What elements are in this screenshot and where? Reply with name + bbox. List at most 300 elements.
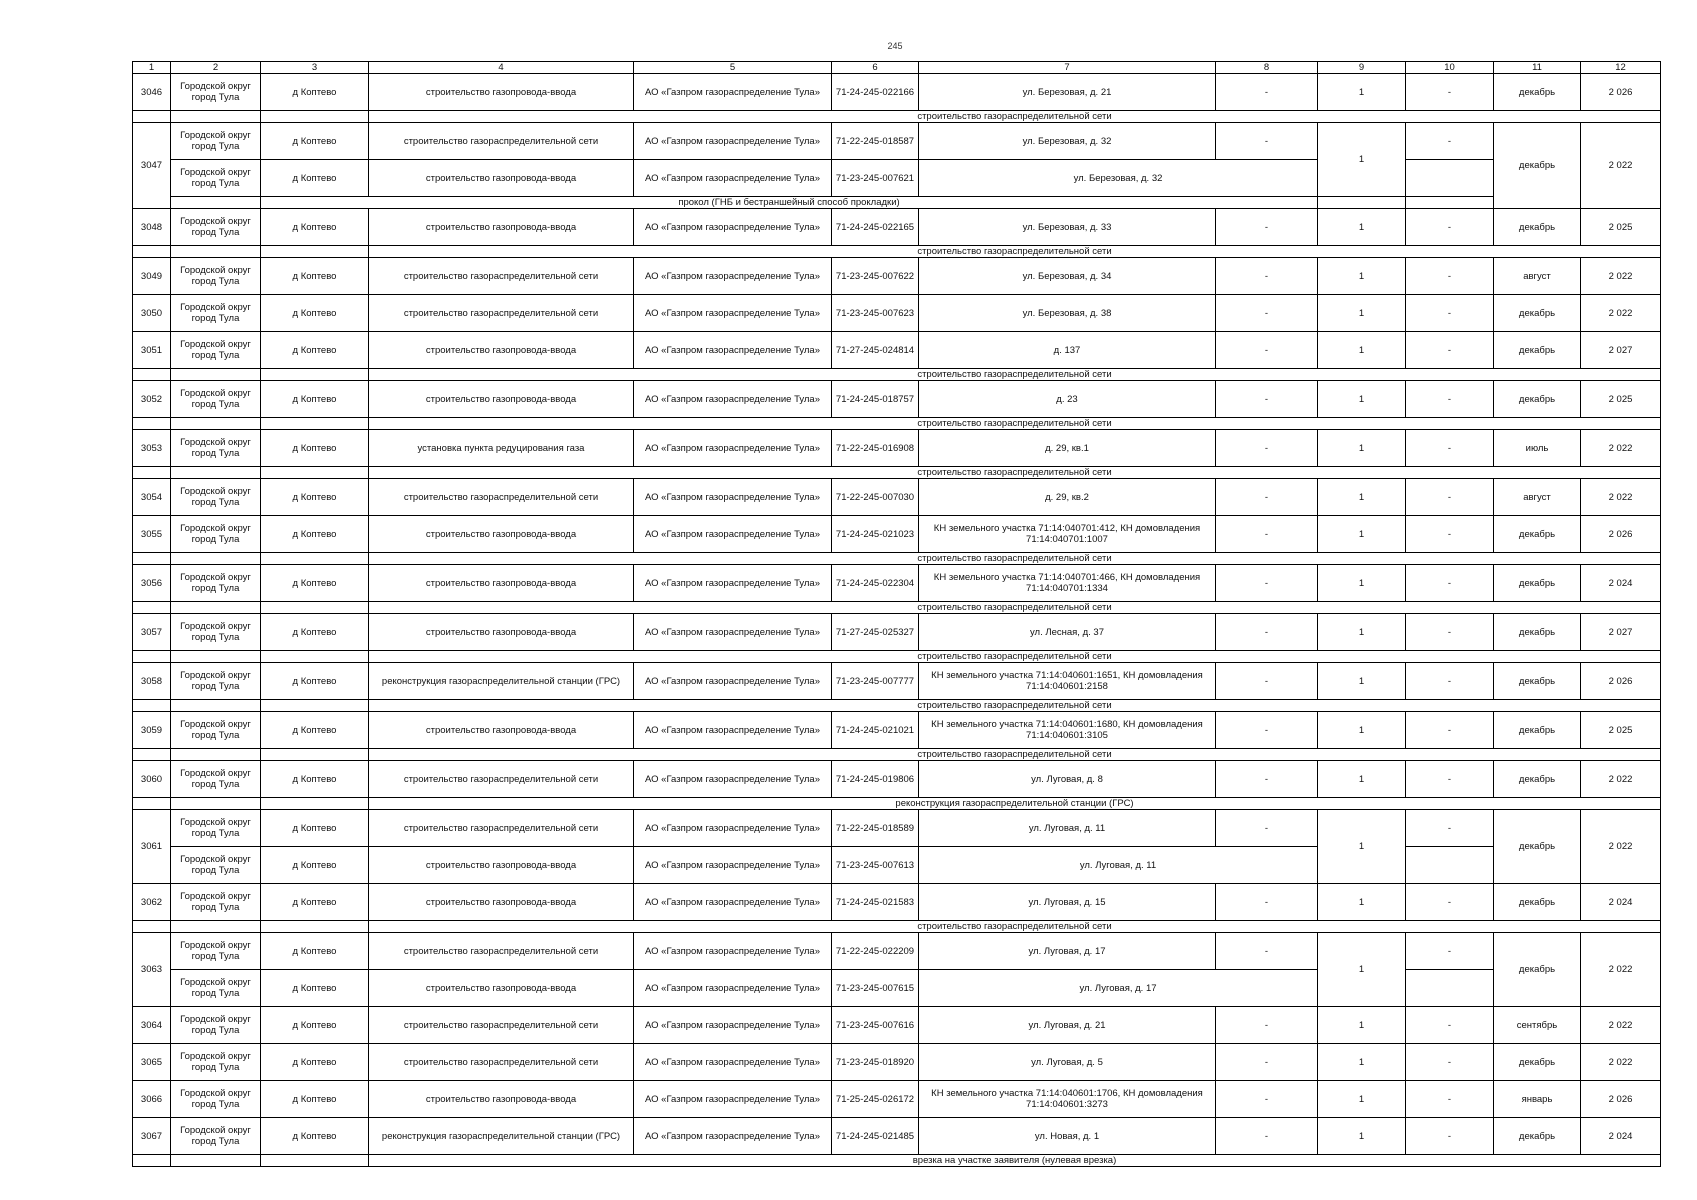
col8-cell: - bbox=[1216, 516, 1318, 553]
table-row bbox=[133, 1007, 1661, 1044]
year-cell: 2 026 bbox=[1581, 516, 1661, 553]
empty-cell bbox=[171, 111, 261, 123]
note-row bbox=[133, 197, 1661, 209]
municipality-cell: Городской округ город Тула bbox=[171, 663, 261, 700]
col9-cell: 1 bbox=[1318, 430, 1406, 467]
settlement-cell: д Коптево bbox=[261, 1118, 369, 1155]
col10-cell: - bbox=[1406, 295, 1494, 332]
table-row bbox=[133, 381, 1661, 418]
col-header: 2 bbox=[171, 62, 261, 74]
col10-cell: - bbox=[1406, 516, 1494, 553]
month-cell: декабрь bbox=[1494, 209, 1581, 246]
empty-cell bbox=[1318, 197, 1406, 209]
organization-cell: АО «Газпром газораспределение Тула» bbox=[634, 209, 832, 246]
settlement-cell: д Коптево bbox=[261, 1081, 369, 1118]
organization-cell: АО «Газпром газораспределение Тула» bbox=[634, 970, 832, 1007]
note-cell: строительство газораспределительной сети bbox=[369, 111, 1661, 123]
work-type-cell: строительство газопровода-ввода bbox=[369, 74, 634, 111]
year-cell: 2 026 bbox=[1581, 663, 1661, 700]
settlement-cell: д Коптево bbox=[261, 1044, 369, 1081]
application-code-cell: 71-23-245-007613 bbox=[832, 847, 919, 884]
month-cell: декабрь bbox=[1494, 884, 1581, 921]
col-header: 3 bbox=[261, 62, 369, 74]
table-row bbox=[133, 663, 1661, 700]
col8-cell: - bbox=[1216, 209, 1318, 246]
col8-cell: - bbox=[1216, 884, 1318, 921]
note-row bbox=[133, 418, 1661, 430]
col10-cell: - bbox=[1406, 1081, 1494, 1118]
empty-cell bbox=[171, 651, 261, 663]
empty-cell bbox=[171, 700, 261, 712]
organization-cell: АО «Газпром газораспределение Тула» bbox=[634, 479, 832, 516]
municipality-cell: Городской округ город Тула bbox=[171, 160, 261, 197]
empty-cell bbox=[133, 602, 171, 614]
year-cell: 2 022 bbox=[1581, 810, 1661, 884]
year-cell: 2 027 bbox=[1581, 614, 1661, 651]
settlement-cell: д Коптево bbox=[261, 479, 369, 516]
work-type-cell: строительство газопровода-ввода bbox=[369, 614, 634, 651]
address-cell: КН земельного участка 71:14:040701:412, КН домовладения 71:14:040701:1007 bbox=[919, 516, 1216, 553]
col9-cell: 1 bbox=[1318, 933, 1406, 1007]
settlement-cell: д Коптево bbox=[261, 884, 369, 921]
work-type-cell: строительство газораспределительной сети bbox=[369, 479, 634, 516]
municipality-cell: Городской округ город Тула bbox=[171, 74, 261, 111]
row-number: 3056 bbox=[133, 565, 171, 602]
settlement-cell: д Коптево bbox=[261, 332, 369, 369]
note-row bbox=[133, 651, 1661, 663]
municipality-cell: Городской округ город Тула bbox=[171, 810, 261, 847]
application-code-cell: 71-22-245-016908 bbox=[832, 430, 919, 467]
col8-cell: - bbox=[1216, 761, 1318, 798]
col10-cell: - bbox=[1406, 209, 1494, 246]
note-cell: врезка на участке заявителя (нулевая врезка) bbox=[369, 1155, 1661, 1167]
empty-cell bbox=[1406, 160, 1494, 197]
empty-cell bbox=[133, 111, 171, 123]
work-type-cell: строительство газораспределительной сети bbox=[369, 761, 634, 798]
table-row bbox=[133, 160, 1661, 197]
year-cell: 2 024 bbox=[1581, 565, 1661, 602]
month-cell: декабрь bbox=[1494, 516, 1581, 553]
col9-cell: 1 bbox=[1318, 712, 1406, 749]
address-cell: ул. Луговая, д. 21 bbox=[919, 1007, 1216, 1044]
settlement-cell: д Коптево bbox=[261, 810, 369, 847]
application-code-cell: 71-24-245-022165 bbox=[832, 209, 919, 246]
work-type-cell: строительство газопровода-ввода bbox=[369, 332, 634, 369]
col8-cell: - bbox=[1216, 381, 1318, 418]
col10-cell: - bbox=[1406, 479, 1494, 516]
address-cell: д. 23 bbox=[919, 381, 1216, 418]
application-code-cell: 71-23-245-018920 bbox=[832, 1044, 919, 1081]
col9-cell: 1 bbox=[1318, 1081, 1406, 1118]
col-header: 11 bbox=[1494, 62, 1581, 74]
col9-cell: 1 bbox=[1318, 663, 1406, 700]
table-row bbox=[133, 970, 1661, 1007]
municipality-cell: Городской округ город Тула bbox=[171, 847, 261, 884]
col-header: 7 bbox=[919, 62, 1216, 74]
organization-cell: АО «Газпром газораспределение Тула» bbox=[634, 761, 832, 798]
application-code-cell: 71-24-245-021485 bbox=[832, 1118, 919, 1155]
row-number: 3049 bbox=[133, 258, 171, 295]
empty-cell bbox=[261, 651, 369, 663]
organization-cell: АО «Газпром газораспределение Тула» bbox=[634, 516, 832, 553]
application-code-cell: 71-23-245-007615 bbox=[832, 970, 919, 1007]
empty-cell bbox=[261, 246, 369, 258]
col8-cell: - bbox=[1216, 712, 1318, 749]
application-code-cell: 71-24-245-021023 bbox=[832, 516, 919, 553]
municipality-cell: Городской округ город Тула bbox=[171, 1007, 261, 1044]
col8-cell: - bbox=[1216, 565, 1318, 602]
work-type-cell: строительство газораспределительной сети bbox=[369, 1007, 634, 1044]
empty-cell bbox=[171, 369, 261, 381]
row-number: 3047 bbox=[133, 123, 171, 209]
note-row bbox=[133, 700, 1661, 712]
empty-cell bbox=[261, 921, 369, 933]
work-type-cell: строительство газопровода-ввода bbox=[369, 516, 634, 553]
col9-cell: 1 bbox=[1318, 565, 1406, 602]
month-cell: декабрь bbox=[1494, 712, 1581, 749]
settlement-cell: д Коптево bbox=[261, 761, 369, 798]
work-type-cell: строительство газораспределительной сети bbox=[369, 295, 634, 332]
address-cell: д. 29, кв.1 bbox=[919, 430, 1216, 467]
empty-cell bbox=[133, 749, 171, 761]
col-header: 4 bbox=[369, 62, 634, 74]
organization-cell: АО «Газпром газораспределение Тула» bbox=[634, 884, 832, 921]
empty-cell bbox=[261, 467, 369, 479]
year-cell: 2 022 bbox=[1581, 1007, 1661, 1044]
col9-cell: 1 bbox=[1318, 1007, 1406, 1044]
col10-cell: - bbox=[1406, 933, 1494, 970]
application-code-cell: 71-22-245-018589 bbox=[832, 810, 919, 847]
municipality-cell: Городской округ город Тула bbox=[171, 381, 261, 418]
work-type-cell: строительство газопровода-ввода bbox=[369, 209, 634, 246]
municipality-cell: Городской округ город Тула bbox=[171, 1044, 261, 1081]
note-row bbox=[133, 246, 1661, 258]
row-number: 3051 bbox=[133, 332, 171, 369]
address-cell: д. 137 bbox=[919, 332, 1216, 369]
empty-cell bbox=[171, 921, 261, 933]
organization-cell: АО «Газпром газораспределение Тула» bbox=[634, 933, 832, 970]
application-code-cell: 71-24-245-022304 bbox=[832, 565, 919, 602]
empty-cell bbox=[133, 553, 171, 565]
organization-cell: АО «Газпром газораспределение Тула» bbox=[634, 74, 832, 111]
page-number: 245 bbox=[887, 41, 903, 51]
settlement-cell: д Коптево bbox=[261, 933, 369, 970]
year-cell: 2 022 bbox=[1581, 295, 1661, 332]
settlement-cell: д Коптево bbox=[261, 430, 369, 467]
col-header: 5 bbox=[634, 62, 832, 74]
row-number: 3061 bbox=[133, 810, 171, 884]
empty-cell bbox=[261, 749, 369, 761]
row-number: 3050 bbox=[133, 295, 171, 332]
settlement-cell: д Коптево bbox=[261, 663, 369, 700]
address-cell: ул. Березовая, д. 34 bbox=[919, 258, 1216, 295]
organization-cell: АО «Газпром газораспределение Тула» bbox=[634, 1081, 832, 1118]
col8-cell: - bbox=[1216, 1118, 1318, 1155]
col10-cell: - bbox=[1406, 810, 1494, 847]
settlement-cell: д Коптево bbox=[261, 209, 369, 246]
col9-cell: 1 bbox=[1318, 884, 1406, 921]
table-row bbox=[133, 479, 1661, 516]
address-cell: ул. Луговая, д. 11 bbox=[919, 810, 1216, 847]
address-cell: КН земельного участка 71:14:040601:1651, КН домовладения 71:14:040601:2158 bbox=[919, 663, 1216, 700]
col-header: 8 bbox=[1216, 62, 1318, 74]
work-type-cell: реконструкция газораспределительной станции (ГРС) bbox=[369, 1118, 634, 1155]
work-type-cell: реконструкция газораспределительной станции (ГРС) bbox=[369, 663, 634, 700]
col-header: 10 bbox=[1406, 62, 1494, 74]
municipality-cell: Городской округ город Тула bbox=[171, 884, 261, 921]
year-cell: 2 024 bbox=[1581, 1118, 1661, 1155]
table-row bbox=[133, 761, 1661, 798]
organization-cell: АО «Газпром газораспределение Тула» bbox=[634, 1007, 832, 1044]
col8-cell: - bbox=[1216, 479, 1318, 516]
note-row bbox=[133, 749, 1661, 761]
organization-cell: АО «Газпром газораспределение Тула» bbox=[634, 258, 832, 295]
row-number: 3066 bbox=[133, 1081, 171, 1118]
work-type-cell: строительство газопровода-ввода bbox=[369, 970, 634, 1007]
table-row bbox=[133, 74, 1661, 111]
organization-cell: АО «Газпром газораспределение Тула» bbox=[634, 565, 832, 602]
application-code-cell: 71-27-245-024814 bbox=[832, 332, 919, 369]
col8-cell: - bbox=[1216, 74, 1318, 111]
empty-cell bbox=[171, 467, 261, 479]
organization-cell: АО «Газпром газораспределение Тула» bbox=[634, 332, 832, 369]
month-cell: январь bbox=[1494, 1081, 1581, 1118]
address-cell: д. 29, кв.2 bbox=[919, 479, 1216, 516]
col8-cell: - bbox=[1216, 123, 1318, 160]
col9-cell: 1 bbox=[1318, 761, 1406, 798]
table-row bbox=[133, 209, 1661, 246]
empty-cell bbox=[261, 1155, 369, 1167]
organization-cell: АО «Газпром газораспределение Тула» bbox=[634, 712, 832, 749]
year-cell: 2 022 bbox=[1581, 933, 1661, 1007]
month-cell: август bbox=[1494, 479, 1581, 516]
table-row bbox=[133, 1118, 1661, 1155]
month-cell: декабрь bbox=[1494, 933, 1581, 1007]
organization-cell: АО «Газпром газораспределение Тула» bbox=[634, 1118, 832, 1155]
table-row bbox=[133, 430, 1661, 467]
application-code-cell: 71-23-245-007777 bbox=[832, 663, 919, 700]
note-cell: строительство газораспределительной сети bbox=[369, 602, 1661, 614]
month-cell: декабрь bbox=[1494, 663, 1581, 700]
work-type-cell: строительство газопровода-ввода bbox=[369, 712, 634, 749]
application-code-cell: 71-23-245-007623 bbox=[832, 295, 919, 332]
month-cell: август bbox=[1494, 258, 1581, 295]
settlement-cell: д Коптево bbox=[261, 565, 369, 602]
month-cell: декабрь bbox=[1494, 1044, 1581, 1081]
application-code-cell: 71-24-245-021021 bbox=[832, 712, 919, 749]
work-type-cell: строительство газораспределительной сети bbox=[369, 810, 634, 847]
empty-cell bbox=[133, 467, 171, 479]
col10-cell: - bbox=[1406, 565, 1494, 602]
municipality-cell: Городской округ город Тула bbox=[171, 516, 261, 553]
col9-cell: 1 bbox=[1318, 123, 1406, 197]
col8-cell: - bbox=[1216, 1007, 1318, 1044]
work-type-cell: строительство газораспределительной сети bbox=[369, 1044, 634, 1081]
year-cell: 2 025 bbox=[1581, 381, 1661, 418]
note-row bbox=[133, 798, 1661, 810]
empty-cell bbox=[171, 602, 261, 614]
col9-cell: 1 bbox=[1318, 516, 1406, 553]
col9-cell: 1 bbox=[1318, 614, 1406, 651]
address-cell: ул. Новая, д. 1 bbox=[919, 1118, 1216, 1155]
note-cell: строительство газораспределительной сети bbox=[369, 467, 1661, 479]
col8-cell: - bbox=[1216, 614, 1318, 651]
empty-cell bbox=[171, 749, 261, 761]
table-row bbox=[133, 933, 1661, 970]
application-code-cell: 71-24-245-022166 bbox=[832, 74, 919, 111]
note-row bbox=[133, 369, 1661, 381]
col8-cell: - bbox=[1216, 430, 1318, 467]
address-cell: ул. Березовая, д. 32 bbox=[919, 160, 1318, 197]
col10-cell: - bbox=[1406, 74, 1494, 111]
year-cell: 2 025 bbox=[1581, 209, 1661, 246]
municipality-cell: Городской округ город Тула bbox=[171, 295, 261, 332]
month-cell: декабрь bbox=[1494, 381, 1581, 418]
col9-cell: 1 bbox=[1318, 332, 1406, 369]
municipality-cell: Городской округ город Тула bbox=[171, 970, 261, 1007]
empty-cell bbox=[1406, 970, 1494, 1007]
work-type-cell: строительство газопровода-ввода bbox=[369, 847, 634, 884]
col9-cell: 1 bbox=[1318, 258, 1406, 295]
col8-cell: - bbox=[1216, 663, 1318, 700]
table-row bbox=[133, 565, 1661, 602]
note-row bbox=[133, 1155, 1661, 1167]
note-cell: строительство газораспределительной сети bbox=[369, 749, 1661, 761]
table-row bbox=[133, 712, 1661, 749]
empty-cell bbox=[261, 798, 369, 810]
col8-cell: - bbox=[1216, 332, 1318, 369]
year-cell: 2 022 bbox=[1581, 1044, 1661, 1081]
application-code-cell: 71-23-245-007621 bbox=[832, 160, 919, 197]
month-cell: декабрь bbox=[1494, 1118, 1581, 1155]
address-cell: ул. Луговая, д. 17 bbox=[919, 970, 1318, 1007]
table-row bbox=[133, 1044, 1661, 1081]
col8-cell: - bbox=[1216, 258, 1318, 295]
col10-cell: - bbox=[1406, 663, 1494, 700]
organization-cell: АО «Газпром газораспределение Тула» bbox=[634, 430, 832, 467]
table-row bbox=[133, 614, 1661, 651]
month-cell: декабрь bbox=[1494, 614, 1581, 651]
month-cell: декабрь bbox=[1494, 810, 1581, 884]
empty-cell bbox=[261, 700, 369, 712]
registry-table bbox=[132, 61, 1661, 1167]
empty-cell bbox=[261, 418, 369, 430]
application-code-cell: 71-22-245-018587 bbox=[832, 123, 919, 160]
row-number: 3067 bbox=[133, 1118, 171, 1155]
year-cell: 2 024 bbox=[1581, 884, 1661, 921]
empty-cell bbox=[133, 246, 171, 258]
month-cell: декабрь bbox=[1494, 123, 1581, 209]
empty-cell bbox=[171, 798, 261, 810]
year-cell: 2 022 bbox=[1581, 123, 1661, 209]
year-cell: 2 027 bbox=[1581, 332, 1661, 369]
col10-cell: - bbox=[1406, 712, 1494, 749]
note-cell: строительство газораспределительной сети bbox=[369, 553, 1661, 565]
row-number: 3064 bbox=[133, 1007, 171, 1044]
col9-cell: 1 bbox=[1318, 295, 1406, 332]
settlement-cell: д Коптево bbox=[261, 712, 369, 749]
address-cell: КН земельного участка 71:14:040701:466, КН домовладения 71:14:040701:1334 bbox=[919, 565, 1216, 602]
month-cell: декабрь bbox=[1494, 565, 1581, 602]
address-cell: ул. Березовая, д. 21 bbox=[919, 74, 1216, 111]
year-cell: 2 026 bbox=[1581, 74, 1661, 111]
empty-cell bbox=[133, 700, 171, 712]
col10-cell: - bbox=[1406, 381, 1494, 418]
application-code-cell: 71-23-245-007616 bbox=[832, 1007, 919, 1044]
settlement-cell: д Коптево bbox=[261, 123, 369, 160]
work-type-cell: строительство газопровода-ввода bbox=[369, 565, 634, 602]
municipality-cell: Городской округ город Тула bbox=[171, 209, 261, 246]
col10-cell: - bbox=[1406, 123, 1494, 160]
address-cell: ул. Луговая, д. 17 bbox=[919, 933, 1216, 970]
application-code-cell: 71-24-245-021583 bbox=[832, 884, 919, 921]
application-code-cell: 71-24-245-019806 bbox=[832, 761, 919, 798]
row-number: 3060 bbox=[133, 761, 171, 798]
municipality-cell: Городской округ город Тула bbox=[171, 430, 261, 467]
settlement-cell: д Коптево bbox=[261, 516, 369, 553]
work-type-cell: установка пункта редуцирования газа bbox=[369, 430, 634, 467]
row-number: 3055 bbox=[133, 516, 171, 553]
empty-cell bbox=[1406, 197, 1494, 209]
empty-cell bbox=[1406, 847, 1494, 884]
empty-cell bbox=[171, 246, 261, 258]
col-header: 9 bbox=[1318, 62, 1406, 74]
col-header: 6 bbox=[832, 62, 919, 74]
empty-cell bbox=[133, 798, 171, 810]
municipality-cell: Городской округ город Тула bbox=[171, 565, 261, 602]
municipality-cell: Городской округ город Тула bbox=[171, 479, 261, 516]
organization-cell: АО «Газпром газораспределение Тула» bbox=[634, 295, 832, 332]
month-cell: декабрь bbox=[1494, 761, 1581, 798]
empty-cell bbox=[261, 369, 369, 381]
year-cell: 2 022 bbox=[1581, 258, 1661, 295]
year-cell: 2 025 bbox=[1581, 712, 1661, 749]
col-header: 1 bbox=[133, 62, 171, 74]
row-number: 3059 bbox=[133, 712, 171, 749]
municipality-cell: Городской округ город Тула bbox=[171, 761, 261, 798]
address-cell: ул. Березовая, д. 32 bbox=[919, 123, 1216, 160]
table-row bbox=[133, 1081, 1661, 1118]
organization-cell: АО «Газпром газораспределение Тула» bbox=[634, 381, 832, 418]
table-row bbox=[133, 295, 1661, 332]
month-cell: сентябрь bbox=[1494, 1007, 1581, 1044]
organization-cell: АО «Газпром газораспределение Тула» bbox=[634, 123, 832, 160]
row-number: 3046 bbox=[133, 74, 171, 111]
note-cell: строительство газораспределительной сети bbox=[369, 418, 1661, 430]
table-row bbox=[133, 810, 1661, 847]
col10-cell: - bbox=[1406, 332, 1494, 369]
row-number: 3062 bbox=[133, 884, 171, 921]
empty-cell bbox=[133, 921, 171, 933]
month-cell: июль bbox=[1494, 430, 1581, 467]
table-row bbox=[133, 123, 1661, 160]
application-code-cell: 71-25-245-026172 bbox=[832, 1081, 919, 1118]
work-type-cell: строительство газораспределительной сети bbox=[369, 258, 634, 295]
organization-cell: АО «Газпром газораспределение Тула» bbox=[634, 847, 832, 884]
address-cell: ул. Луговая, д. 11 bbox=[919, 847, 1318, 884]
table-row bbox=[133, 884, 1661, 921]
empty-cell bbox=[171, 418, 261, 430]
address-cell: ул. Березовая, д. 33 bbox=[919, 209, 1216, 246]
note-cell: реконструкция газораспределительной станции (ГРС) bbox=[369, 798, 1661, 810]
organization-cell: АО «Газпром газораспределение Тула» bbox=[634, 614, 832, 651]
col8-cell: - bbox=[1216, 1044, 1318, 1081]
month-cell: декабрь bbox=[1494, 332, 1581, 369]
empty-cell bbox=[171, 197, 261, 209]
municipality-cell: Городской округ город Тула bbox=[171, 1118, 261, 1155]
year-cell: 2 022 bbox=[1581, 761, 1661, 798]
col10-cell: - bbox=[1406, 1007, 1494, 1044]
